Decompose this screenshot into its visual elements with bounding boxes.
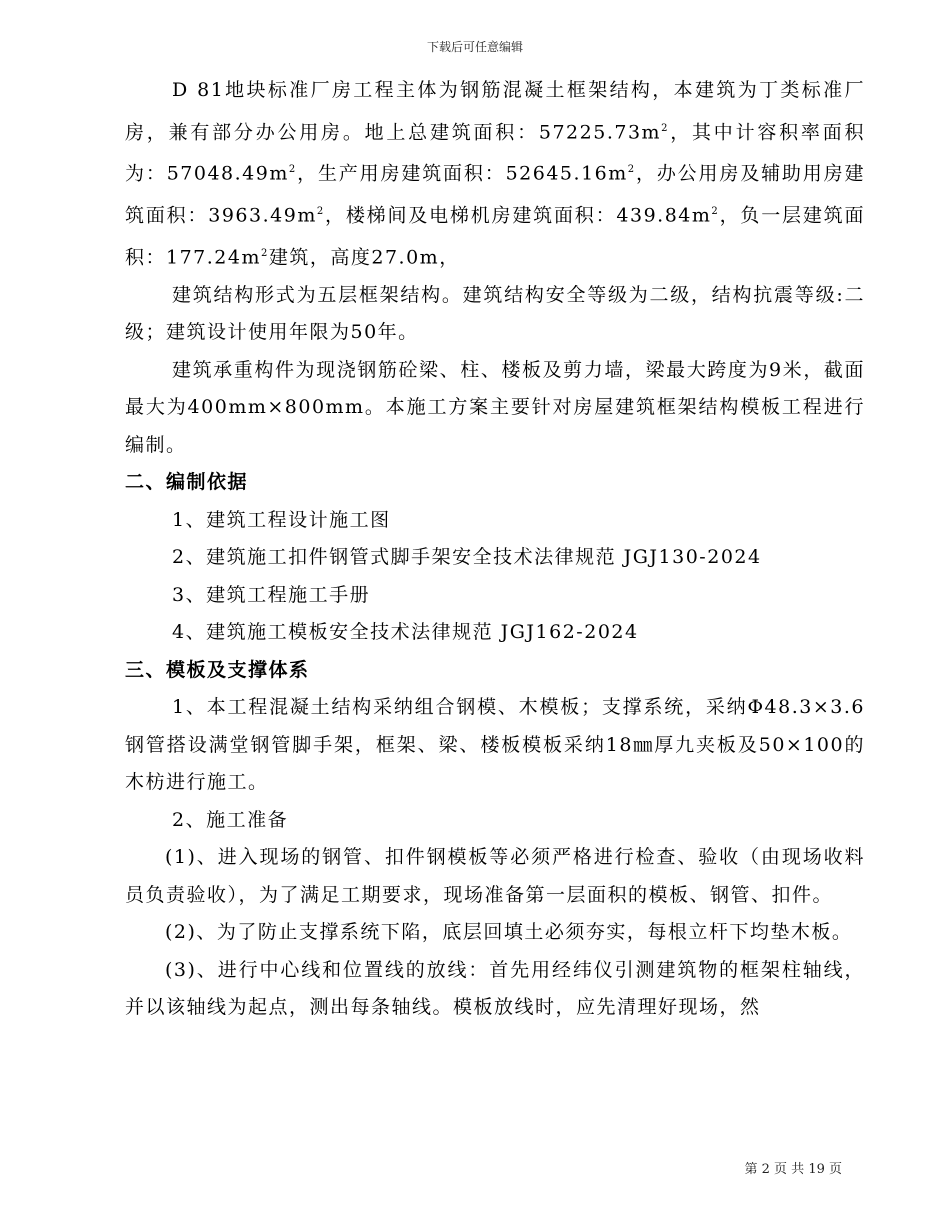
superscript: 2 <box>261 247 269 259</box>
sub-item-inspection: (1)、进入现场的钢管、扣件钢模板等必须严格进行检查、验收（由现场收料员负责验收），为了满足工期要求，现场准备第一层面积的模板、钢管、扣件。 <box>125 846 865 906</box>
text-span: 建筑，高度27.0m， <box>268 246 460 269</box>
paragraph-structure-form: 建筑结构形式为五层框架结构。建筑结构安全等级为二级，结构抗震等级:二级；建筑设计使用年限为50年。 <box>125 283 865 344</box>
superscript: 2 <box>711 206 720 218</box>
section-heading-formwork: 三、模板及支撑体系 <box>125 658 310 681</box>
section-heading-basis: 二、编制依据 <box>125 471 249 494</box>
list-item: 4、建筑施工模板安全技术法律规范 JGJ162-2024 <box>172 621 639 644</box>
text-span: ，其中计容积率面积为：57048.49m <box>125 120 865 185</box>
text-span: ，生产用房建筑面积：52645.16m <box>296 162 628 185</box>
list-item-preparation: 2、施工准备 <box>172 808 289 831</box>
text-span: ，办公用房及辅助用房建筑面积：3963.49m <box>125 162 865 227</box>
paragraph-formwork-system: 1、本工程混凝土结构采纳组合钢模、木模板；支撑系统，采纳Φ48.3×3.6钢管搭设满堂钢管脚手架，框架、梁、楼板模板采纳18㎜厚九夹板及50×100的木枋进行施工。 <box>125 696 865 794</box>
document-body <box>125 72 865 1027</box>
superscript: 2 <box>661 122 669 134</box>
text-span: D 81地块标准厂房工程主体为钢筋混凝土框架结构，本建筑为丁类标准厂房，兼有部分办公用房。地上总建筑面积：57225.73m <box>125 79 865 143</box>
paragraph-load-bearing: 建筑承重构件为现浇钢筋砼梁、柱、楼板及剪力墙，梁最大跨度为9米，截面最大为400mm×800mm。本施工方案主要针对房屋建筑框架结构模板工程进行编制。 <box>125 358 865 456</box>
page-header: 下载后可任意编辑 <box>426 40 523 54</box>
list-item: 2、建筑施工扣件钢管式脚手架安全技术法律规范 JGJ130-2024 <box>172 546 762 569</box>
sub-item-subsidence: (2)、为了防止支撑系统下陷，底层回填土必须夯实，每根立杆下均垫木板。 <box>165 921 853 944</box>
paragraph-project-overview <box>125 72 865 277</box>
text-span: ，楼梯间及电梯机房建筑面积：439.84m <box>324 204 712 227</box>
sub-item-layout-lines: (3)、进行中心线和位置线的放线：首先用经纬仪引测建筑物的框架柱轴线，并以该轴线为起点，测出每条轴线。模板放线时，应先清理好现场，然 <box>125 958 865 1019</box>
superscript: 2 <box>288 164 297 176</box>
list-item: 3、建筑工程施工手册 <box>172 583 371 606</box>
list-item: 1、建筑工程设计施工图 <box>172 508 391 531</box>
superscript: 2 <box>627 164 636 176</box>
text-span: ，负一层建筑面积：177.24m <box>125 204 865 269</box>
superscript: 2 <box>316 206 325 218</box>
page-number: 第 2 页 共 19 页 <box>744 1162 842 1177</box>
